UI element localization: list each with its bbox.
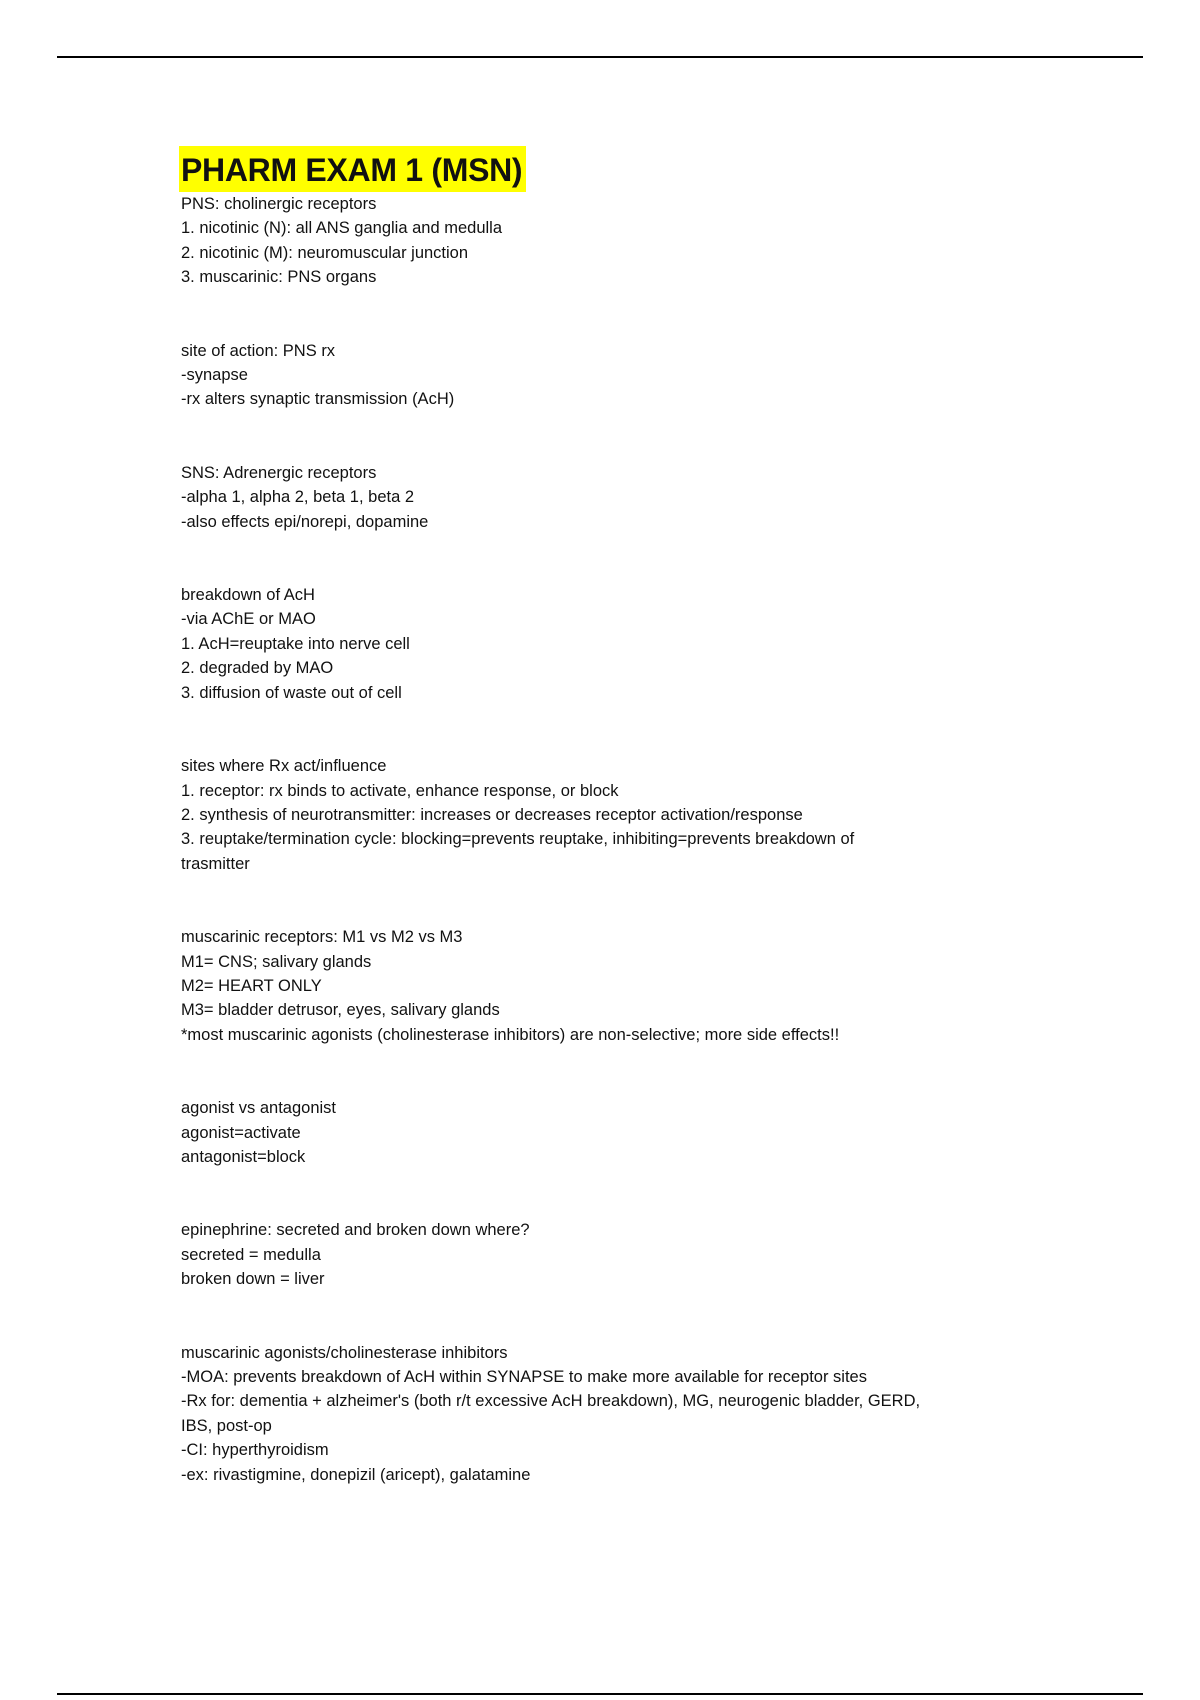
bottom-rule xyxy=(57,1693,1143,1695)
section-heading: agonist vs antagonist xyxy=(181,1099,337,1118)
note-section xyxy=(181,583,1041,705)
section-gap xyxy=(181,290,1041,339)
section-gap xyxy=(181,534,1041,583)
note-line: -via AChE or MAO xyxy=(181,610,316,629)
document-title: PHARM EXAM 1 (MSN) xyxy=(181,152,523,188)
top-rule xyxy=(57,56,1143,58)
note-line: -CI: hyperthyroidism xyxy=(181,1441,329,1460)
section-gap xyxy=(181,1292,1041,1341)
note-line: 3. reuptake/termination cycle: blocking=prevents reuptake, inhibiting=prevents breakdown of xyxy=(181,830,855,849)
note-line: -ex: rivastigmine, donepizil (aricept), galatamine xyxy=(181,1465,531,1484)
note-line: 2. degraded by MAO xyxy=(181,659,334,678)
note-line: 1. AcH=reuptake into nerve cell xyxy=(181,634,410,653)
note-line: broken down = liver xyxy=(181,1270,325,1289)
note-section xyxy=(181,192,1041,290)
note-line: -MOA: prevents breakdown of AcH within SYNAPSE to make more available for receptor sites xyxy=(181,1368,867,1386)
section-gap xyxy=(181,1047,1041,1096)
note-line: secreted = medulla xyxy=(181,1245,321,1264)
note-line: IBS, post-op xyxy=(181,1416,272,1435)
section-heading: site of action: PNS rx xyxy=(181,341,336,360)
section-gap xyxy=(181,876,1041,925)
note-section xyxy=(181,925,1041,1047)
note-section xyxy=(181,1218,1041,1291)
note-line: M2= HEART ONLY xyxy=(181,976,322,995)
section-heading: epinephrine: secreted and broken down where? xyxy=(181,1221,530,1240)
note-line: -Rx for: dementia + alzheimer's (both r/t excessive AcH breakdown), MG, neurogenic bladder, GERD, xyxy=(181,1392,921,1411)
note-line: 1. nicotinic (N): all ANS ganglia and medulla xyxy=(181,219,503,238)
note-line: trasmitter xyxy=(181,854,250,873)
note-section xyxy=(181,1341,1041,1487)
section-heading: muscarinic agonists/cholinesterase inhibitors xyxy=(181,1343,508,1362)
section-gap xyxy=(181,1169,1041,1218)
notes-sections xyxy=(181,192,1041,1487)
note-line: antagonist=block xyxy=(181,1147,306,1166)
section-heading: SNS: Adrenergic receptors xyxy=(181,463,377,482)
note-section xyxy=(181,339,1041,412)
note-line: -rx alters synaptic transmission (AcH) xyxy=(181,390,455,409)
note-line: 2. nicotinic (M): neuromuscular junction xyxy=(181,243,469,262)
section-heading: PNS: cholinergic receptors xyxy=(181,195,377,213)
note-line: 2. synthesis of neurotransmitter: increases or decreases receptor activation/response xyxy=(181,805,803,824)
note-line: *most muscarinic agonists (cholinesterase inhibitors) are non-selective; more side effects!! xyxy=(181,1025,840,1044)
note-section xyxy=(181,754,1041,876)
section-heading: muscarinic receptors: M1 vs M2 vs M3 xyxy=(181,928,463,947)
note-line: M3= bladder detrusor, eyes, salivary glands xyxy=(181,1001,500,1020)
note-line: -synapse xyxy=(181,366,248,385)
note-line: 3. diffusion of waste out of cell xyxy=(181,683,402,702)
note-line: agonist=activate xyxy=(181,1123,301,1142)
note-line: M1= CNS; salivary glands xyxy=(181,952,372,971)
note-line: -alpha 1, alpha 2, beta 1, beta 2 xyxy=(181,488,415,507)
note-section xyxy=(181,461,1041,534)
note-line: 1. receptor: rx binds to activate, enhance response, or block xyxy=(181,781,619,800)
note-section xyxy=(181,1096,1041,1169)
document-body xyxy=(181,146,1041,1487)
section-gap xyxy=(181,705,1041,754)
note-line: 3. muscarinic: PNS organs xyxy=(181,268,377,287)
title-highlight xyxy=(179,146,526,192)
section-heading: breakdown of AcH xyxy=(181,586,315,605)
section-heading: sites where Rx act/influence xyxy=(181,757,387,776)
note-line: -also effects epi/norepi, dopamine xyxy=(181,512,429,531)
section-gap xyxy=(181,412,1041,461)
